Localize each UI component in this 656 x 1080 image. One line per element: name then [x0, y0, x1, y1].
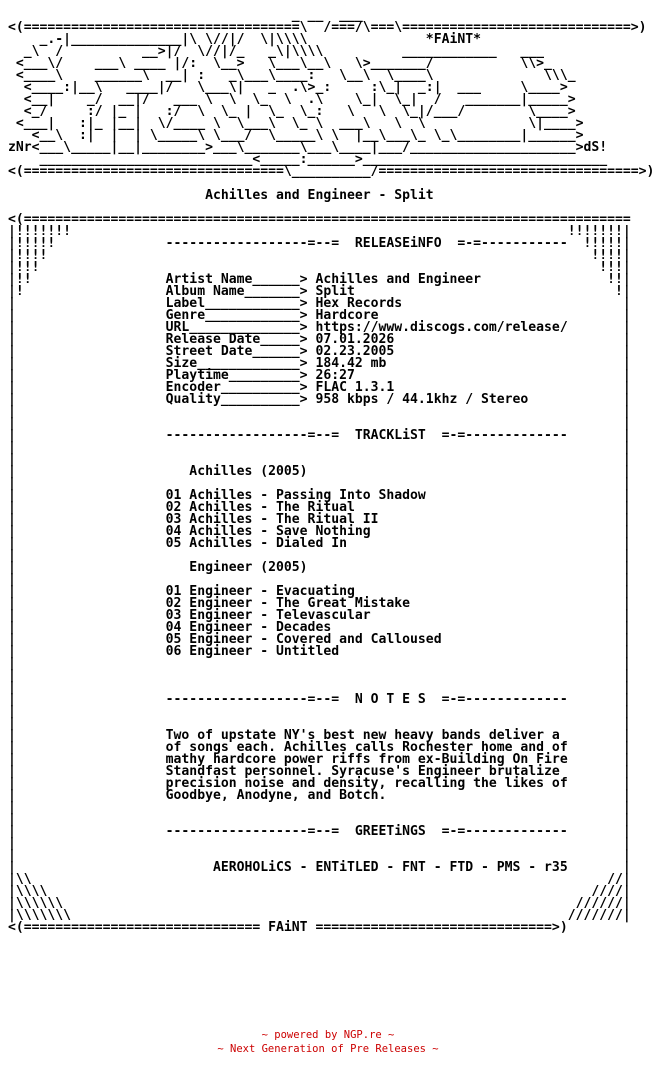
footer-tagline: ~ Next Generation of Pre Releases ~: [217, 1043, 439, 1055]
footer-powered-by[interactable]: ~ powered by NGP.re ~: [261, 1029, 395, 1041]
nfo-text: _ __ ___ <(===================================\ /===/\===\=============================>) _.-|______________|\ \//|/ \|\\\\ *FAiNT* _\ / __>|/ \//|/_ _\|\\\\ ____________ ___ <___\/ ___\ ____ |/: \__> \___\__\ \>_______/ \\>_ <____\ ______\ __| : _\___\____: \__\ \____\ \\\_ <____:|__\ ____|/ \___\| _ .\>_: :\_| _:| ___ \____> <__| _/ __|/ ___ \ \ \_ \ .\ \_| \_| / _______|_____> <_/ :/ |_ | :/ \ \_ | \_ \_: \ \ \_|/___/ \____> <___| :|_ |__| \/____ \ \___\ \_ \ ___\ \ \ \|____> <__\ :| | | \_____\ \___/ \_____\ \ |__\___\_ \_\________|______> zNr<___\_____|__|________>___\_______\___\____|___/_____________________>dS! ___________________________<_____:______>_______________________________ <(=================================\__________/=================================>) Achilles and Engineer - Split <(============================================================================= |!!!!!!! !!!!!!!| |!!!!! ------------------=--= RELEASEiNFO =-=----------- !!!!!| |!!!! !!!!| |!!! !!!| |!! Artist Name______> Achilles and Engineer !!| |! Album Name_______> Split !| | Label____________> Hex Records | | Genre____________> Hardcore | | URL______________> https://www.discogs.com/release/ | | Release Date_____> 07.01.2026 | | Street Date______> 02.23.2005 | | Size_____________> 184.42 mb | | Playtime_________> 26:27 | | Encoder__________> FLAC 1.3.1 | | Quality__________> 958 kbps / 44.1khz / Stereo | | | | | | ------------------=--= TRACKLiST =-=------------- | | | | | | Achilles (2005) | | | | 01 Achilles - Passing Into Shadow | | 02 Achilles - The Ritual | | 03 Achilles - The Ritual II | | 04 Achilles - Save Nothing | | 05 Achilles - Dialed In | | | | Engineer (2005) | | | | 01 Engineer - Evacuating | | 02 Engineer - The Great Mistake | | 03 Engineer - Televascular | | 04 Engineer - Decades | | 05 Engineer - Covered and Calloused | | 06 Engineer - Untitled | | | | | | | | ------------------=--= N O T E S =-=------------- | | | | | | Two of upstate NY's best new heavy bands deliver a | | of songs each. Achilles calls Rochester home and of | | mathy hardcore power riffs from ex-Building On Fire | | Standfast personnel. Syracuse's Engineer brutalize | | precision noise and density, recalling the likes of | | Goodbye, Anodyne, and Botch. | | | | | | ------------------=--= GREETiNGS =-=------------- | | | | | | AEROHOLiCS - ENTiTLED - FNT - FTD - PMS - r35 | |\\ //| |\\\\ ////| |\\\\\\ //////| |\\\\\\\ ///////| <(============================== FAiNT ==============================>): [8, 8, 655, 935]
